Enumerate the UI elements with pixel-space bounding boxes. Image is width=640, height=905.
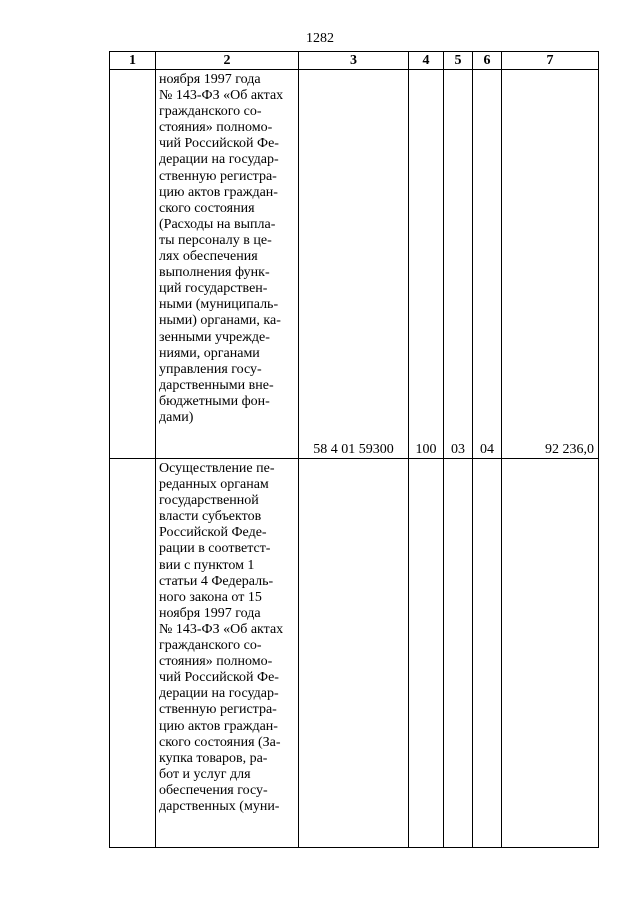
description-line: зенными учрежде- [159,329,270,345]
description-line: ноября 1997 года [159,605,261,621]
header-col-2: 2 [156,52,299,70]
description-line: дерации на государ- [159,686,279,702]
description-line: государственной [159,493,259,509]
description-line: ственную регистра- [159,702,277,718]
description-cell [156,70,299,459]
header-col-3: 3 [299,52,409,70]
page-number: 1282 [306,31,334,46]
row-number-cell [110,70,156,459]
description-line: (Расходы на выпла- [159,216,276,232]
description-line: Российской Феде- [159,525,267,541]
target-article-cell: 58 4 01 59300 [299,70,409,459]
description-line: обеспечения госу- [159,782,268,798]
description-line: № 143-ФЗ «Об актах [159,88,284,104]
description-line: управления госу- [159,361,262,377]
description-line: ного закона от 15 [159,589,262,605]
header-col-5: 5 [444,52,473,70]
subsection-cell [473,459,502,848]
description-line: гражданского со- [159,104,262,120]
description-line: лях обеспечения [159,249,258,265]
header-col-1: 1 [110,52,156,70]
target-article-cell [299,459,409,848]
description-line: Осуществление пе- [159,461,275,476]
description-line: вии с пунктом 1 [159,557,255,573]
description-line: дами) [159,409,194,425]
description-line: ными) органами, ка- [159,313,281,329]
amount-cell: 92 236,0 [502,70,599,459]
description-line: статьи 4 Федераль- [159,573,274,589]
description-line: цию актов граждан- [159,184,278,200]
description-line: чий Российской Фе- [159,670,279,686]
description-line: бот и услуг для [159,766,251,782]
table-row [110,459,599,848]
subsection-cell: 04 [473,70,502,459]
description-line: ций государствен- [159,281,268,297]
description-line: цию актов граждан- [159,718,278,734]
description-line: ниями, органами [159,345,260,361]
header-col-4: 4 [409,52,444,70]
description-line: ского состояния [159,200,255,216]
description-line: ными (муниципаль- [159,297,279,313]
expense-type-cell: 100 [409,70,444,459]
description-line: ского состояния (За- [159,734,281,750]
description-line: гражданского со- [159,638,262,654]
description-line: бюджетными фон- [159,393,270,409]
header-col-7: 7 [502,52,599,70]
description-line: стояния» полномо- [159,654,273,670]
description-line: дарственных (муни- [159,798,280,814]
amount-cell [502,459,599,848]
table-row [110,70,599,459]
description-line: ственную регистра- [159,168,277,184]
description-cell [156,459,299,848]
header-col-6: 6 [473,52,502,70]
description-line: стояния» полномо- [159,120,273,136]
section-cell [444,459,473,848]
expense-type-cell [409,459,444,848]
description-line: власти субъектов [159,509,262,525]
description-line: чий Российской Фе- [159,136,279,152]
description-line: дарственными вне- [159,377,274,393]
description-line: купка товаров, ра- [159,750,268,766]
description-line: рации в соответст- [159,541,271,557]
description-line: дерации на государ- [159,152,279,168]
header-row [110,52,599,70]
description-line: № 143-ФЗ «Об актах [159,621,284,637]
budget-table [109,51,599,848]
description-line: выполнения функ- [159,265,270,281]
description-line: реданных органам [159,477,269,493]
description-line: ты персоналу в це- [159,232,272,248]
row-number-cell [110,459,156,848]
description-line: ноября 1997 года [159,72,261,87]
section-cell: 03 [444,70,473,459]
